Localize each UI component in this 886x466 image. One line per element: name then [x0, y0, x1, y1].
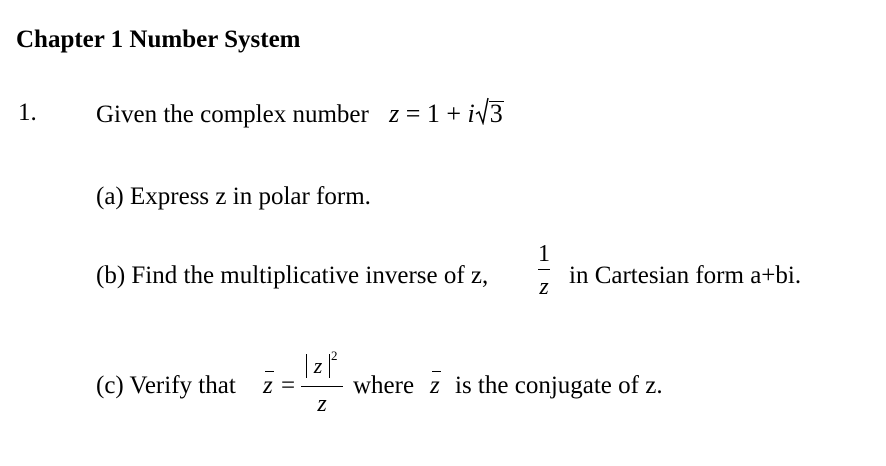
- fraction-bar: [301, 386, 343, 387]
- inverse-fraction: [531, 241, 557, 300]
- z-conjugate-inline: [430, 372, 440, 400]
- question-intro: [96, 99, 504, 129]
- z-conjugate-inline-letter: z: [430, 372, 440, 399]
- z-equals-text: = 1 +: [399, 99, 468, 128]
- radical-sign-icon: [475, 97, 489, 125]
- equals-sign: =: [281, 372, 296, 399]
- radicand: 3: [489, 99, 503, 128]
- exponent: 2: [331, 348, 338, 363]
- part-b-suffix: in Cartesian form a+bi.: [569, 262, 802, 289]
- part-a: (a) Express z in polar form.: [96, 183, 371, 210]
- absolute-value-z: z: [306, 354, 330, 378]
- imaginary-unit: i: [467, 99, 475, 128]
- fraction-bar: [538, 269, 550, 270]
- conjugate-bar: [265, 371, 274, 372]
- modulus-fraction: [300, 350, 344, 417]
- fraction-denominator: z: [317, 391, 327, 417]
- z-conjugate: [263, 372, 273, 400]
- complex-number-expression: [389, 99, 504, 129]
- z-conjugate-letter: z: [263, 372, 273, 399]
- conjugate-bar: [432, 371, 441, 372]
- part-c-suffix: is the conjugate of z.: [455, 372, 663, 399]
- part-b-prefix: (b) Find the multiplicative inverse of z,: [96, 262, 489, 289]
- fraction-denominator: z: [539, 274, 549, 300]
- question-intro-text: Given the complex number: [96, 101, 369, 128]
- chapter-title: Chapter 1 Number System: [16, 26, 301, 53]
- part-c-prefix: (c) Verify that: [96, 372, 236, 399]
- question-number: 1.: [18, 99, 37, 126]
- where-text: where: [353, 372, 415, 399]
- z-variable: z: [389, 99, 400, 128]
- square-root: [475, 99, 504, 129]
- modulus-squared: [300, 350, 344, 380]
- fraction-numerator: 1: [538, 241, 550, 267]
